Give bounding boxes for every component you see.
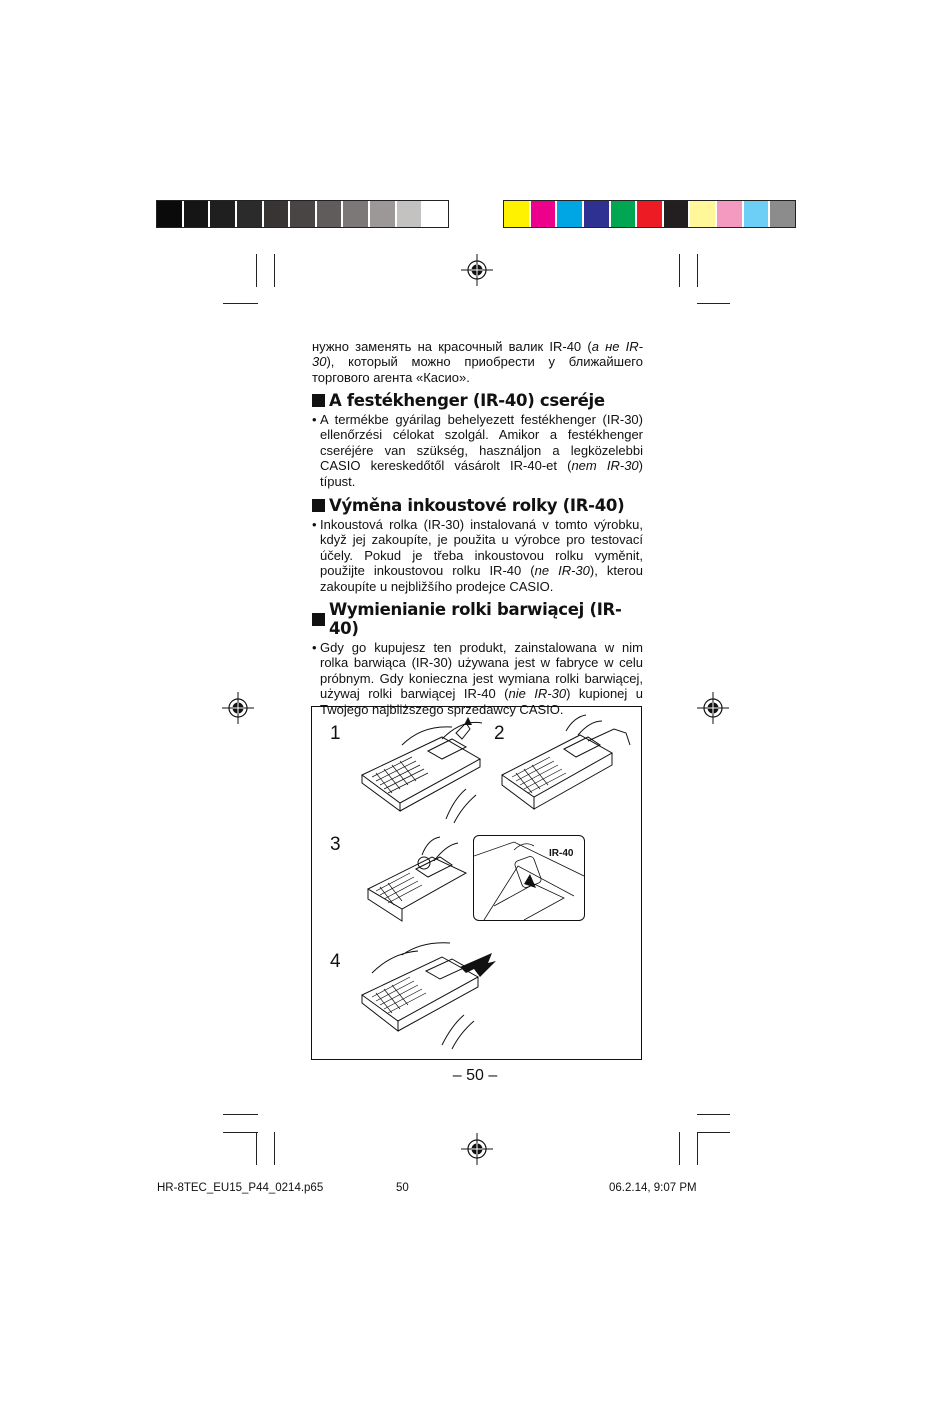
section-czech <box>312 496 643 594</box>
section-heading <box>312 600 643 638</box>
gray-swatch <box>423 201 448 227</box>
section-heading-text: Wymienianie rolki barwiącej (IR-40) <box>329 600 622 638</box>
bullet-item <box>312 412 643 489</box>
ir-40-callout: IR-40 <box>549 848 574 859</box>
bullet-text <box>320 412 643 489</box>
body-italic: nie IR-30 <box>508 686 567 702</box>
page-number: – 50 – <box>452 1067 498 1084</box>
crop-mark <box>256 1132 257 1165</box>
gray-swatch <box>397 201 424 227</box>
calculator-remove-roller-drawing <box>494 711 642 823</box>
section-heading-text: A festékhenger (IR-40) cseréje <box>329 391 605 410</box>
registration-mark-icon <box>222 692 254 724</box>
crop-mark <box>223 303 258 304</box>
gray-swatch <box>210 201 237 227</box>
registration-mark-icon <box>697 692 729 724</box>
bullet-dot: • <box>312 640 317 655</box>
crop-mark <box>679 254 680 287</box>
footer-filename: HR-8TEC_EU15_P44_0214.p65 <box>157 1182 324 1194</box>
bullet-text <box>320 517 643 594</box>
gray-swatch <box>317 201 344 227</box>
crop-mark <box>256 254 257 287</box>
gray-swatch <box>343 201 370 227</box>
square-bullet-icon <box>312 613 325 626</box>
bullet-item <box>312 517 643 594</box>
color-swatch <box>637 201 664 227</box>
crop-mark <box>274 1132 275 1165</box>
crop-mark <box>697 254 698 287</box>
color-swatch <box>664 201 691 227</box>
color-swatch <box>504 201 531 227</box>
body-text: ) kupionej u Twojego najbliższego sprzedawcy CASIO. <box>320 686 643 717</box>
ink-roller-replacement-illustration <box>311 706 642 1060</box>
body-italic: ne IR-30 <box>534 563 590 579</box>
crop-mark <box>223 1114 258 1115</box>
color-swatch <box>557 201 584 227</box>
gray-swatch <box>290 201 317 227</box>
registration-mark-icon <box>461 254 493 286</box>
body-italic: nem IR-30 <box>571 458 639 474</box>
square-bullet-icon <box>312 499 325 512</box>
body-text: A termékbe gyárilag behelyezett festékhenger (IR-30) ellenőrzési célokat szolgál. Amikor a festékhenger cseréjére van szükség, használjon a legközelebbi CASIO kereskedőtől vásárolt IR-40-et ( <box>320 412 643 474</box>
crop-mark <box>697 1114 730 1115</box>
calculator-insert-roller-drawing <box>362 833 472 929</box>
body-text: Inkoustová rolka (IR-30) instalovaná v tomto výrobku, když jej zakoupíte, je použita u výrobce pro testovací účely. Pokud je třeba inkoustovou rolku vyměnit, použijte inkoustovou rolku IR-40 ( <box>320 517 643 579</box>
intro-italic: а не IR-30 <box>312 339 643 370</box>
gray-swatch <box>264 201 291 227</box>
intro-text: нужно заменять на красочный валик IR-40 ( <box>312 339 592 354</box>
color-swatch <box>584 201 611 227</box>
crop-mark <box>274 254 275 287</box>
crop-mark <box>697 1132 730 1133</box>
gray-swatch <box>237 201 264 227</box>
crop-mark <box>679 1132 680 1165</box>
body-text: ), kterou zakoupíte u nejbližšího prodejce CASIO. <box>320 563 643 594</box>
crop-mark <box>697 1132 698 1165</box>
footer-date: 06.2.14, 9:07 PM <box>609 1182 697 1194</box>
intro-block <box>312 339 643 385</box>
section-heading <box>312 496 643 515</box>
color-swatch <box>690 201 717 227</box>
intro-text: ), который можно приобрести у ближайшего торгового агента «Касио». <box>312 354 643 385</box>
body-text: Gdy go kupujesz ten produkt, zainstalowana w nim rolka barwiąca (IR-30) używana jest w fabryce w celu próbnym. Gdy konieczna jest wymiana rolki barwiącej, używaj rolki barwiącej IR-40 ( <box>320 640 643 702</box>
gray-swatch <box>370 201 397 227</box>
roller-closeup-inset <box>473 835 585 921</box>
color-swatch <box>531 201 558 227</box>
color-swatch <box>611 201 638 227</box>
calculator-open-cover-drawing <box>342 715 492 827</box>
gray-swatch <box>184 201 211 227</box>
color-calibration-bar <box>503 200 796 228</box>
bullet-dot: • <box>312 412 317 427</box>
step-number: 1 <box>330 723 341 744</box>
grayscale-calibration-bar <box>156 200 449 228</box>
gray-swatch <box>157 201 184 227</box>
crop-mark <box>697 303 730 304</box>
body-text: ) típust. <box>320 458 643 489</box>
calculator-close-cover-drawing <box>342 933 502 1053</box>
color-swatch <box>744 201 771 227</box>
intro-paragraph <box>312 339 643 385</box>
section-hungarian <box>312 391 643 489</box>
step-number: 3 <box>330 834 341 855</box>
section-heading-text: Výměna inkoustové rolky (IR-40) <box>329 496 625 515</box>
registration-mark-icon <box>461 1133 493 1165</box>
bullet-dot: • <box>312 517 317 532</box>
crop-mark <box>223 1132 258 1133</box>
section-heading <box>312 391 643 410</box>
footer-page: 50 <box>396 1182 409 1194</box>
color-swatch <box>770 201 795 227</box>
section-polish <box>312 600 643 717</box>
step-number: 4 <box>330 951 341 972</box>
square-bullet-icon <box>312 394 325 407</box>
step-number: 2 <box>494 723 505 744</box>
color-swatch <box>717 201 744 227</box>
